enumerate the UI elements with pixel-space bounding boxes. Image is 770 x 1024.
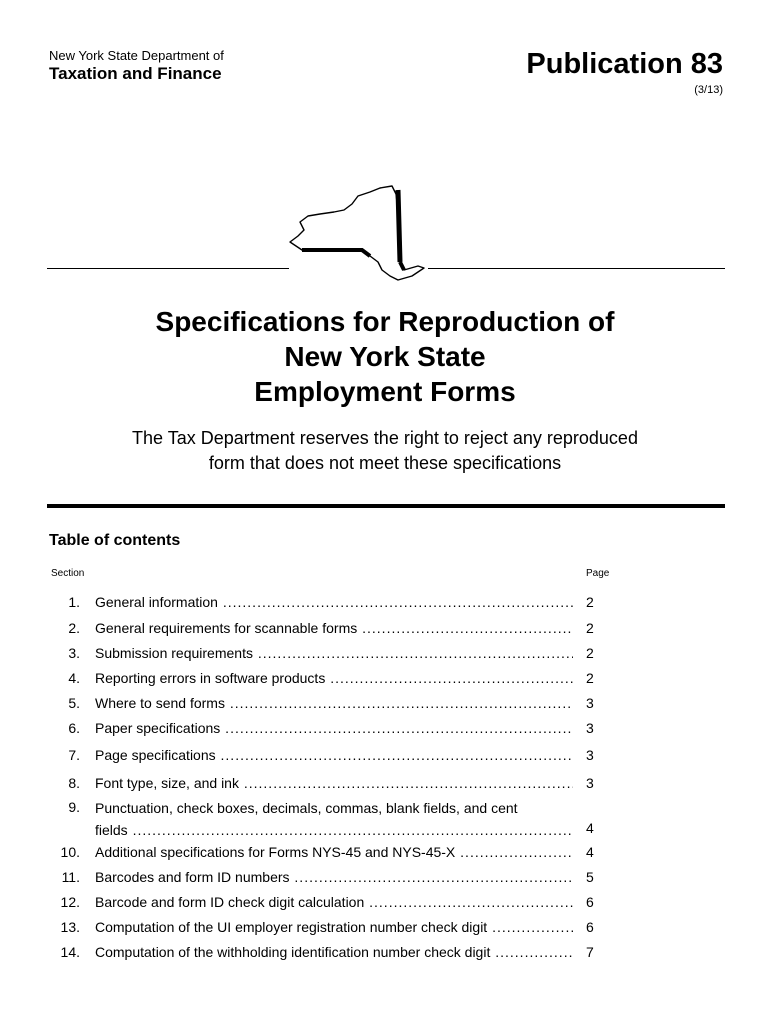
toc-entry-number: 10.	[60, 844, 80, 860]
toc-entry-number: 9.	[68, 799, 80, 815]
toc-entry-page: 3	[586, 695, 594, 711]
toc-entry-number: 6.	[68, 720, 80, 736]
toc-entry-page: 3	[586, 775, 594, 791]
toc-entry-page: 7	[586, 944, 594, 960]
toc-entry-number: 2.	[68, 620, 80, 636]
toc-entry-title: Paper specifications .....	[95, 718, 573, 738]
toc-entry-title: Page specifications .....	[95, 745, 573, 765]
toc-entry-number: 5.	[68, 695, 80, 711]
toc-entry-title: Where to send forms .....	[95, 693, 573, 713]
toc-entry-title: Barcodes and form ID numbers .....	[95, 867, 573, 887]
toc-entry-number: 12.	[60, 894, 80, 910]
toc-entry-number: 14.	[60, 944, 80, 960]
toc-entry-page: 6	[586, 919, 594, 935]
notice-line-1: The Tax Department reserves the right to reject any reproduced	[132, 428, 638, 448]
document-title-line-2: New York State	[284, 341, 486, 372]
document-title-line-1: Specifications for Reproduction of	[155, 306, 615, 337]
toc-page-column-label: Page	[586, 568, 610, 579]
toc-entry-page: 3	[586, 747, 594, 763]
publication-date: (3/13)	[694, 84, 723, 96]
toc-entry-number: 3.	[68, 645, 80, 661]
publication-number: Publication 83	[526, 48, 723, 80]
document-title-line-3: Employment Forms	[254, 376, 516, 407]
thick-divider	[47, 504, 725, 508]
horizontal-rule-left	[47, 268, 289, 269]
toc-entry-number: 7.	[68, 747, 80, 763]
toc-entry-page: 2	[586, 620, 594, 636]
toc-entry-title-line-2: fields .....	[95, 819, 573, 841]
toc-entry-number: 13.	[60, 919, 80, 935]
toc-entry-title	[95, 797, 573, 841]
toc-entry-page: 4	[586, 820, 594, 836]
agency-name-small: New York State Department of	[49, 48, 224, 63]
toc-entry-number: 8.	[68, 775, 80, 791]
toc-entry-number: 4.	[68, 670, 80, 686]
agency-name: Taxation and Finance	[49, 64, 222, 83]
toc-entry-page: 4	[586, 844, 594, 860]
toc-entry-page: 2	[586, 670, 594, 686]
toc-entry-title: Computation of the withholding identification number check digit .....	[95, 942, 573, 962]
toc-entry-title: Submission requirements .....	[95, 643, 573, 663]
toc-entry-title: Font type, size, and ink .....	[95, 773, 573, 793]
toc-heading: Table of contents	[49, 532, 181, 549]
toc-entry-page: 6	[586, 894, 594, 910]
toc-entry-number: 11.	[61, 869, 80, 885]
toc-entry-title: Computation of the UI employer registration number check digit .....	[95, 917, 573, 937]
toc-entry-title: Barcode and form ID check digit calculation .....	[95, 892, 573, 912]
toc-section-column-label: Section	[51, 568, 85, 579]
notice-line-2: form that does not meet these specifications	[208, 453, 562, 473]
toc-entry-title: General requirements for scannable forms .....	[95, 618, 573, 638]
toc-entry-title: General information .....	[95, 592, 573, 612]
toc-entry-title-line-1: Punctuation, check boxes, decimals, commas, blank fields, and cent	[95, 800, 518, 816]
toc-entry-title: Additional specifications for Forms NYS-45 and NYS-45-X .....	[95, 842, 573, 862]
toc-entry-number: 1.	[68, 594, 80, 610]
toc-entry-page: 3	[586, 720, 594, 736]
horizontal-rule-right	[428, 268, 725, 269]
toc-entry-title: Reporting errors in software products .....	[95, 668, 573, 688]
new-york-state-map-icon	[282, 166, 432, 286]
toc-entry-page: 5	[586, 869, 594, 885]
toc-entry-page: 2	[586, 645, 594, 661]
toc-entry-page: 2	[586, 594, 594, 610]
